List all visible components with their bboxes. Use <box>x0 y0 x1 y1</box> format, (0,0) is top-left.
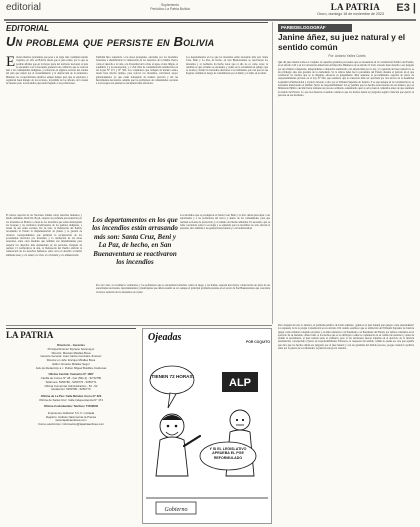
masthead-line: Redacción: 5250780 - 5250770 <box>51 387 91 392</box>
masthead-title: LA PATRIA <box>6 330 54 340</box>
speech-top-text: ¡TIENEN 72 HORAS! <box>149 374 195 379</box>
header-divider <box>4 19 416 21</box>
editorial-column-2c: Por otro lado, los bomberos voluntarios y los pobladores que se encuentran luchando contra el fuego y las llamas, esperan una mayor colaboración de parte de las autoridades nacionales, departamentales y municipales que deben asumir su rol, aunque el principal problema persiste en el sector de San Buenaventura que concentra la mayor atención de los incendios en el país. <box>96 284 270 294</box>
cartoon-credit: POR COQUITO <box>245 340 270 344</box>
opinion-byline: Por: Antonio Yañez Cortés <box>328 54 366 58</box>
masthead-line: Director: Marcelo Miralles Bova <box>51 350 91 355</box>
alp-sign-text: ALP <box>229 377 251 389</box>
editorial-column-1 <box>6 56 88 214</box>
masthead-line: Jefe de Redacción a.i.: Rubén Miguel Bustillos Cárdenas <box>35 365 107 370</box>
column-separator <box>272 22 273 324</box>
drop-cap: E <box>6 56 16 70</box>
masthead-line: Editor: Ernesto Miralles Seguí <box>52 361 90 366</box>
masthead-line: Impresores: Editorial: 5 C.C. Limitada <box>47 410 95 415</box>
masthead-line: Director en Jefe: Enrique Miralles Bova <box>46 358 96 363</box>
masthead-line: Oficina Central: Camacho N° 1667 <box>48 372 94 377</box>
section-label: editorial <box>6 2 42 13</box>
header-center-line: Periódico La Patria Bolivia <box>150 7 190 11</box>
editorial-column-3b: Los incendios que se produjeron en Santa Cruz, Beni y La Paz, deben preocupar a las autoridades y a los pobladores del sector y dentro de las comunidades, para que realizan acciones de protección y el cuidado del medio ambiente. Es necesario que se tome conciencia sobre la ecología y se entienda que los incendios no sólo afectan el presente, sino también a las generaciones futuras y a la biodiversidad. <box>180 214 270 231</box>
masthead-link[interactable]: www.lapatriaenlinea.com <box>55 418 87 423</box>
editorial-col1-text: xisten muchos problemas que pese a su larga data continúan siendo vigentes, no sólo en Bolivia desde que el país existe, por lo que es posible afirmar que en la mayor parte del territorio nacional, el país se encuentra con la frecuente presencia de conflictos que se acercan más a las comunidades indígenas, y sobretodo en algunos sectores del oriente del país que sufren por el avasallamiento y la destrucción de la naturaleza. Mientras los cooperativistas auríferos exigen tiempo para que se explotara y organicen buen manejo de los recursos, la pérdida de los árboles, de la fauna de nuestro país, los incendios que están llegando a las poblaciones. <box>6 56 88 86</box>
masthead-line: Gerente General: Juan Carlos Gonzales Jiménez <box>40 354 102 359</box>
cartoon-illustration <box>142 328 272 524</box>
opinion-body-2: Pero después de todo lo anterior, el problema jurídico de fondo subsiste: ¿quién es el juez natural para juzgar a una expresidenta? La respuesta la da la propia Constitución en su artículo 184 cuando establece que es atribución del Tribunal Supremo de Justicia juzgar como tribunal colegiado en pleno y en única instancia a la Presidenta o el Presidente del Estado por delitos cometidos en el ejercicio de su mandato. Ahora bien, si los hechos que se le atribuyen a Añez se cometieron en su calidad de senadora y antes de asumir la presidencia, el juez natural sería el ordinario; pero si las decisiones fueron tomadas en el ejercicio de la función presidencial, corresponde el juicio de responsabilidades. Entonces, la respuesta del sentido común no puede ser otra que aquella que dice que los hechos deben ser juzgados por el juez natural y con las garantías del debido proceso, porque cuando la política entra por la puerta de los tribunales, la justicia sale por la ventana. <box>278 324 414 351</box>
masthead-line: Oficina Cochabamba: Teléfono 71539002 <box>43 404 99 409</box>
masthead-info <box>6 344 136 524</box>
editorial-column-1b: El relator especial de las Naciones Unidas sobre derechos humanos y medio ambiente, David R. Boyd, expresó su profunda preocupación por los incendios en Bolivia a causa de los incendios que están destruyendo los bosques y los territorios tradicionales de los pueblos indígenas, a través de sus redes sociales. De su lado, la Defensoría del Pueblo recomendó al Estado la implementación de planes y la gestión de recursos correspondientes que permitan la recuperación de los ecosistemas afectados por incendios y la restitución de las áreas forestales, entre otras medidas que también son fundamentales para respetar los derechos más elementales de las personas. Después de realizar 13 verificativos in situ, la Defensoría del Pueblo advirtió la vulneración de los derechos humanos, entre otros el derecho al medio ambiente sano y a la salud; a la vida, a la vivienda y a la alimentación. <box>6 214 82 257</box>
cartoon-title: Ojeadas <box>148 332 182 343</box>
opinion-section-tag: PARIEDELOGOGRÁF <box>278 24 352 32</box>
opinion-body-1: Qué del juez natural somos el conjunto de aquellas garantías procesales que se encuentran en la Constitución Política del Estado, en el artículo 120 y en la Convención Americana de Derechos Humanos en su artículo 8. Todo acusado tiene derecho a ser juzgado por un tribunal competente, independiente e imparcial establecido con anterioridad por la ley, y la garantía del juez natural no es un privilegio sino una garantía de la ciudadanía. Sí, la señora Añez fue la presidenta del Estado durante el periodo en el que ocurrieron los hechos que se le imputan, entonces su juzgamiento debe sujetarse al procedimiento especial de juicio de responsabilidades previsto en la Ley N° 044, que establece que la acusación debe ser aprobada por dos tercios de la Asamblea Legislativa Plurinacional y el juicio llevado a cabo por el Tribunal Supremo de Justicia. Y es que aunque en la Constitución no se encuentra mencionado el término 'juicio de responsabilidades' la Ley permite que los hechos sean tratados de esa manera, pero el Ministerio Público decidió llevar adelante un proceso ordinario, sustentando que los actos fueron cometidos antes de que asumiera el mando del Estado. Lo que nos muestra el sentido común es que los hechos deben ser juzgados según la función que ejercía la persona en ese momento. <box>278 61 414 97</box>
editorial-column-3: Los departamentos en los que los incendios están arrasando más son: Santa Cruz, Beni y La Paz, de hecho, en San Buenaventura se reactivaron los incendios y el Gobierno ha hecho notar que el año no es como otros; la realidad es que el humo se encuentra y existe en la actualidad un peligro que se asoma y donde los incendios afectaron a los habitantes que ven que en sus hogares continúa el riesgo de contaminarse por el humo y el daño en la salud. <box>186 56 268 76</box>
masthead-line: Principal Director Kipriano Sotomayor <box>47 346 95 351</box>
opinion-title: Janine áñez, su juez natural y el sentido común <box>278 33 406 52</box>
masthead-line: Teléfonos: 5250780 - 5250770 - 5250771 <box>45 379 97 384</box>
editorial-column-2: También hizo referencia a las áreas protegidas, afectadas por los incendios forestales e identificando la vulneración de los derechos de la Madre Tierra, como el derecho a la vida, a la diversidad de la vida, al agua, al aire limpio, al equilibrio y a la restauración, y a vivir libre de contaminación establecidos en las Leyes N° 071 y N° 300. Los voluntarios que trabajan de manera ardua, desde hace mucho tiempo, para sofocar los incendios, solicitaron apoyo gubernamental, ya que están trabajando de manera precaria y sin las herramientas necesarias, además que los pobladores de comunidades cercanas a los bosques son quienes se encuentran más afectados. <box>96 56 178 86</box>
label-text: Gobierno <box>164 507 188 513</box>
masthead-line: Directorio - Gerentes <box>57 344 85 347</box>
editorial-kicker: EDITORIAL <box>6 24 49 33</box>
pull-quote: Los departamentos en los que los incendios están arrasando más son: Santa Cruz, Beni y La Paz, de hecho, en San Buenaventura se reactivaron los incendios <box>92 216 178 267</box>
speech-balloon-left <box>150 366 194 394</box>
header-center-info <box>130 3 210 15</box>
masthead-line: Oficina Comercial: Administración - 52 - 52 <box>44 383 98 388</box>
editorial-headline: Un problema que persiste en Bolivia <box>6 34 215 49</box>
bottom-divider <box>6 325 272 326</box>
speech-bottom-text: Y SI EL LEGISLATIVO APRUEBA EL PGE REFORMULADO <box>209 447 247 460</box>
header-brand: LA PATRIA <box>330 2 380 12</box>
masthead-line: Oficina de La Paz: Calle Méndez Arcos N° 320 <box>40 393 102 398</box>
masthead-line: Casilla de Correo N° 48 - Fax (591-2) - 52 52780 <box>40 376 102 381</box>
page-number: E3 | <box>396 2 416 14</box>
masthead-line: Registro: Instituto Nacional de la Prensa <box>46 414 96 419</box>
character-right-head <box>230 410 250 430</box>
masthead-line: Oficina de Santa Cruz: Calle Independencia N° 474 <box>39 397 103 402</box>
header-date: Oruro, domingo 18 de noviembre de 2023 <box>317 12 384 16</box>
header-center-line: Suplemento <box>160 3 180 7</box>
masthead-email[interactable]: Correo electrónico: informacion@lapatriaenlinea.com <box>38 422 104 427</box>
editorial-top-rule <box>6 22 268 23</box>
character-left-body <box>156 437 188 476</box>
